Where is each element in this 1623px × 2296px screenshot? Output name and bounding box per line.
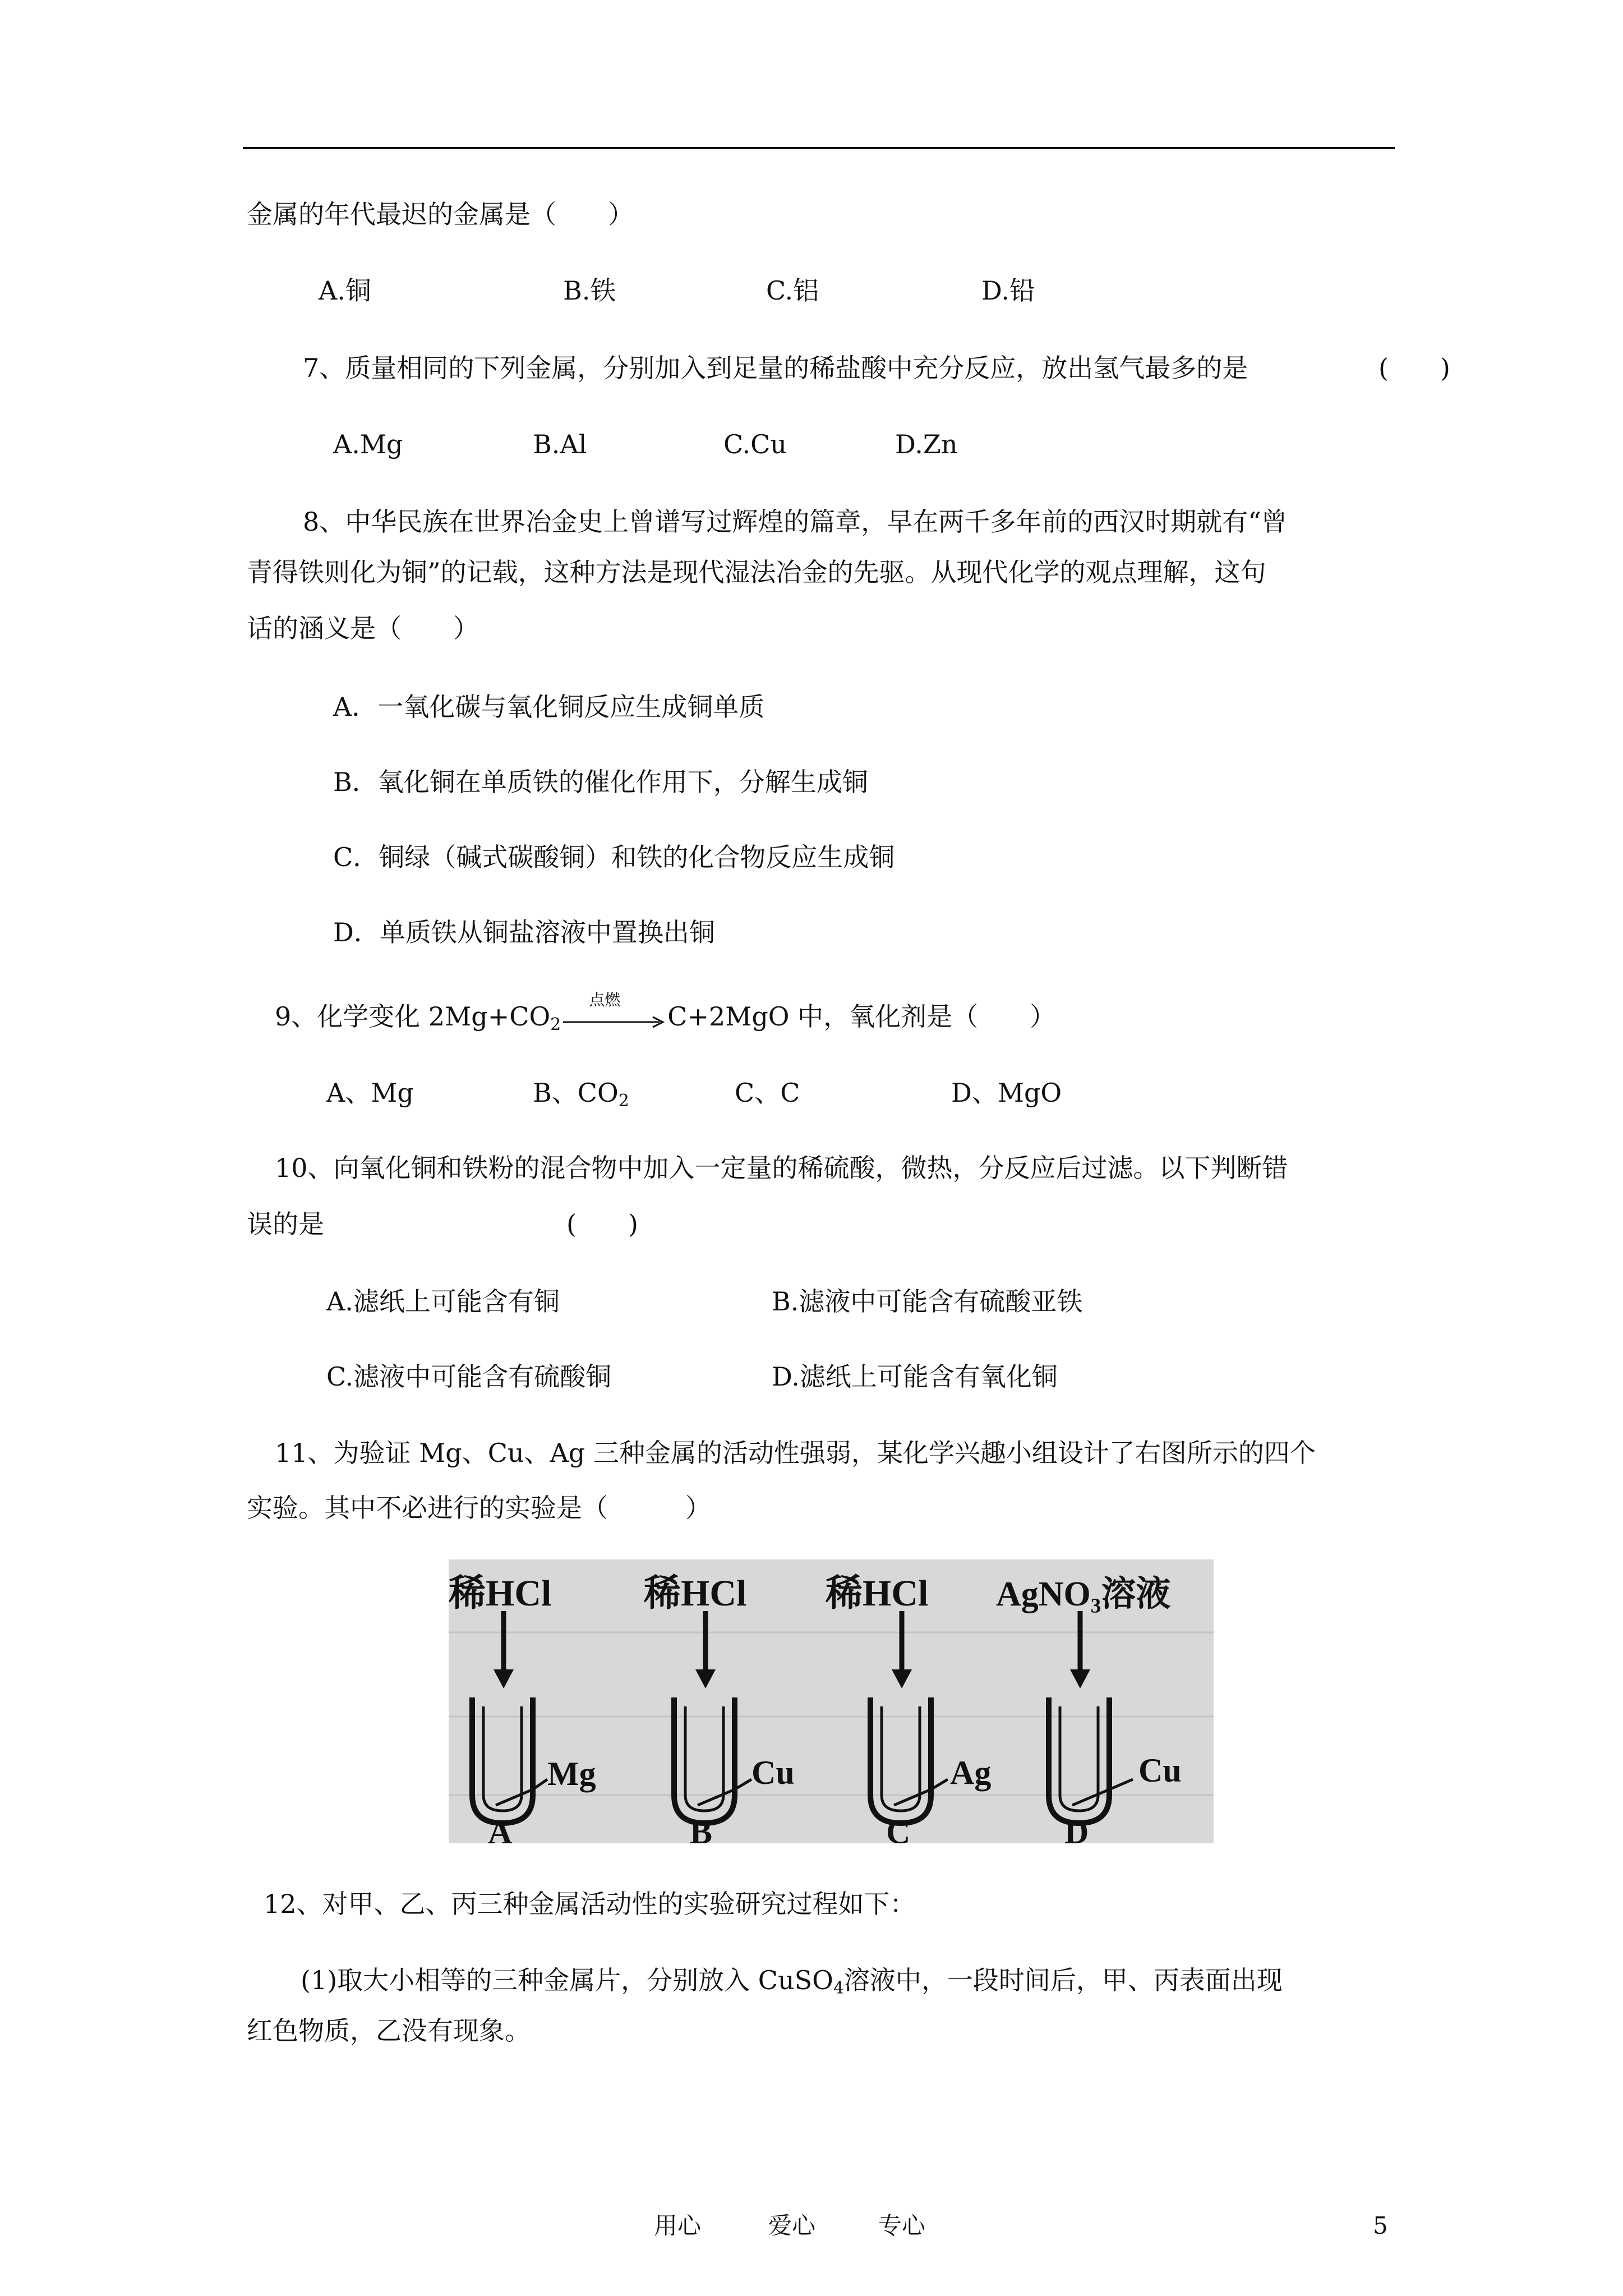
test-tubes-diagram bbox=[449, 1559, 1214, 1843]
metal-b-label: Cu bbox=[751, 1754, 795, 1791]
q7-option-c: C.Cu bbox=[723, 429, 787, 459]
tube-a-letter: A bbox=[488, 1814, 513, 1843]
tube-b-letter: B bbox=[690, 1814, 713, 1843]
metal-d-label: Cu bbox=[1138, 1752, 1182, 1789]
q8-stem-line3: 话的涵义是（ ） bbox=[247, 613, 479, 643]
arrow-icon bbox=[561, 1015, 667, 1029]
q10-option-c: C.滤液中可能含有硫酸铜 bbox=[326, 1361, 612, 1392]
q6-stem: 金属的年代最迟的金属是（ ） bbox=[247, 199, 634, 229]
q6-option-a: A.铜 bbox=[319, 275, 371, 306]
q7-option-d: D.Zn bbox=[895, 429, 958, 459]
q9-option-c: C、C bbox=[735, 1078, 800, 1108]
q9-stem-post: C+2MgO 中，氧化剂是（ ） bbox=[667, 1001, 1056, 1032]
tube-d bbox=[996, 1575, 1182, 1843]
q10-option-d: D.滤纸上可能含有氧化铜 bbox=[772, 1361, 1058, 1392]
q12-step1-pre: (1)取大小相等的三种金属片，分别放入 CuSO bbox=[301, 1965, 833, 1995]
q7-stem: 7、质量相同的下列金属，分别加入到足量的稀盐酸中充分反应，放出氢气最多的是 bbox=[303, 353, 1248, 383]
reagent-d-label: AgNO₃溶液 bbox=[996, 1575, 1171, 1613]
q8-stem-line1: 8、中华民族在世界冶金史上曾谱写过辉煌的篇章，早在两千多年前的西汉时期就有“曾 bbox=[303, 507, 1287, 537]
tube-d-letter: D bbox=[1064, 1814, 1089, 1843]
q9-option-b bbox=[533, 1076, 629, 1110]
q11-stem-line1: 11、为验证 Mg、Cu、Ag 三种金属的活动性强弱，某化学兴趣小组设计了右图所示的四个 bbox=[275, 1438, 1316, 1468]
q12-stem: 12、对甲、乙、丙三种金属活动性的实验研究过程如下： bbox=[264, 1889, 916, 1919]
q6-option-d: D.铅 bbox=[981, 275, 1035, 306]
reagent-b-label: 稀HCl bbox=[644, 1573, 747, 1614]
q7-option-b: B.Al bbox=[533, 429, 587, 459]
q8-option-a: A．一氧化碳与氧化铜反应生成铜单质 bbox=[333, 692, 765, 722]
q12-step1-line2: 红色物质，乙没有现象。 bbox=[247, 2016, 531, 2046]
metal-c-label: Ag bbox=[950, 1754, 992, 1791]
header-rule bbox=[243, 147, 1395, 149]
q8-stem-line2: 青得铁则化为铜”的记载，这种方法是现代湿法冶金的先驱。从现代化学的观点理解，这句 bbox=[247, 557, 1266, 587]
page-number: 5 bbox=[1373, 2212, 1388, 2239]
reaction-arrow bbox=[561, 991, 667, 1033]
q9-option-d: D、MgO bbox=[951, 1078, 1062, 1108]
reagent-a-label: 稀HCl bbox=[449, 1573, 552, 1614]
q8-option-c: C．铜绿（碱式碳酸铜）和铁的化合物反应生成铜 bbox=[333, 842, 895, 872]
q12-step1-sub: 4 bbox=[833, 1978, 844, 1998]
q8-option-b: B．氧化铜在单质铁的催化作用下，分解生成铜 bbox=[333, 767, 868, 797]
q10-stem-line2: 误的是 bbox=[247, 1209, 324, 1239]
tube-c-letter: C bbox=[886, 1814, 911, 1843]
footer-motto-1: 用心 bbox=[654, 2212, 702, 2239]
tube-c bbox=[825, 1573, 991, 1843]
q12-step1-post: 溶液中，一段时间后，甲、丙表面出现 bbox=[843, 1965, 1283, 1995]
q9-option-b-sub: 2 bbox=[618, 1091, 629, 1111]
q9-stem-pre: 9、化学变化 2Mg+CO bbox=[275, 1001, 551, 1032]
metal-a-label: Mg bbox=[547, 1755, 596, 1792]
q9-option-a: A、Mg bbox=[326, 1078, 414, 1108]
q10-stem-line1: 10、向氧化铜和铁粉的混合物中加入一定量的稀硫酸，微热，分反应后过滤。以下判断错 bbox=[275, 1153, 1288, 1183]
q9-stem-sub: 2 bbox=[550, 1015, 561, 1034]
experiment-figure bbox=[449, 1559, 1214, 1843]
q11-stem-line2: 实验。其中不必进行的实验是（ ） bbox=[247, 1493, 711, 1523]
q6-option-b: B.铁 bbox=[563, 275, 616, 306]
tube-b bbox=[643, 1573, 795, 1843]
q9-option-b-text: B、CO bbox=[533, 1078, 619, 1108]
reaction-condition: 点燃 bbox=[589, 991, 621, 1009]
footer-motto-3: 专心 bbox=[878, 2212, 926, 2239]
reagent-c-label: 稀HCl bbox=[826, 1573, 929, 1614]
q9-stem bbox=[275, 991, 1056, 1034]
tube-a bbox=[449, 1573, 596, 1843]
q6-option-c: C.铝 bbox=[766, 275, 819, 306]
q7-option-a: A.Mg bbox=[333, 429, 403, 459]
q12-step1-line1 bbox=[301, 1963, 1283, 1997]
footer-motto-2: 爱心 bbox=[768, 2212, 816, 2239]
q10-answer-paren: ( ) bbox=[566, 1209, 638, 1239]
q10-option-a: A.滤纸上可能含有铜 bbox=[326, 1286, 560, 1317]
q10-option-b: B.滤液中可能含有硫酸亚铁 bbox=[772, 1286, 1083, 1317]
q7-answer-paren: ( ) bbox=[1378, 353, 1450, 383]
q8-option-d: D．单质铁从铜盐溶液中置换出铜 bbox=[333, 917, 715, 947]
